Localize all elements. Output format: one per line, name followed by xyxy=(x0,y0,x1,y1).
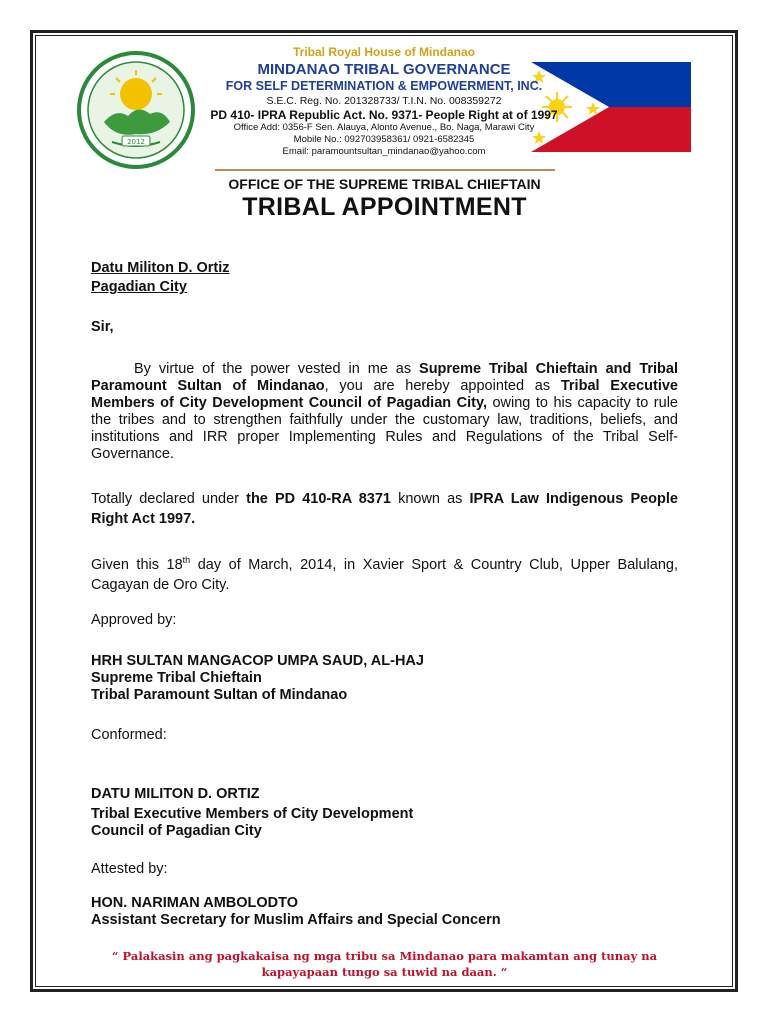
header-divider xyxy=(215,169,555,171)
para1-bold-2: Tribal Executive Members of City Development Council of Pagadian City, xyxy=(91,378,678,411)
para3-sup: th xyxy=(182,555,191,565)
header-top-line: Tribal Royal House of Mindanao xyxy=(292,45,476,59)
header-mobile: Mobile No.: 092703958361/ 0921-6582345 xyxy=(293,134,475,145)
header-office-add: Office Add: 0356-F Sen. Alauya, Alonto Avenue., Bo. Naga, Marawi City xyxy=(233,122,535,133)
document-title: TRIBAL APPOINTMENT xyxy=(242,193,527,221)
para1-text-3: owing to his capacity to rule the tribes and to strengthen faithfully under the customary law, traditions, beliefs, and institutions and IRR proper Implementing Rules and Regulations of the Tribal Self-Governance. xyxy=(91,395,678,462)
conformed-title-2: Council of Pagadian City xyxy=(91,823,262,839)
para3-text-2: day of March, 2014, in Xavier Sport & Country Club, Upper Balulang, Cagayan de Oro City. xyxy=(91,556,678,593)
para1-bold-1: Supreme Tribal Chieftain and Tribal Paramount Sultan of Mindanao xyxy=(91,361,678,394)
approved-name: HRH SULTAN MANGACOP UMPA SAUD, AL-HAJ xyxy=(91,653,424,669)
salutation: Sir, xyxy=(91,319,114,335)
header-sec-line: S.E.C. Reg. No. 201328733/ T.I.N. No. 008359272 xyxy=(266,95,502,107)
header-org-name: MINDANAO TRIBAL GOVERNANCE xyxy=(257,61,511,78)
para2-bold-2: IPRA Law Indigenous People Right Act 1997. xyxy=(91,491,678,527)
header-pd-line: PD 410- IPRA Republic Act. No. 9371- People Right at of 1997 xyxy=(210,108,558,122)
para2-text-1: Totally declared under xyxy=(91,491,247,507)
approved-label: Approved by: xyxy=(91,612,177,628)
given-paragraph xyxy=(91,550,678,595)
header-org-sub: FOR SELF DETERMINATION & EMPOWERMENT, INC. xyxy=(225,79,543,93)
para1-text-2: , you are hereby appointed as xyxy=(324,378,561,394)
header-email: Email: paramountsultan_mindanao@yahoo.com xyxy=(282,146,486,157)
para2-text-2: known as xyxy=(390,491,470,507)
seal-year: 2012 xyxy=(127,138,145,146)
office-title: OFFICE OF THE SUPREME TRIBAL CHIEFTAIN xyxy=(228,176,541,192)
attested-label: Attested by: xyxy=(91,861,168,877)
conformed-name: DATU MILITON D. ORTIZ xyxy=(91,786,260,802)
para1-text-1: By virtue of the power vested in me as xyxy=(134,361,420,377)
attested-name: HON. NARIMAN AMBOLODTO xyxy=(91,895,299,911)
approved-title-1: Supreme Tribal Chieftain xyxy=(91,670,262,686)
addressee-name: Datu Militon D. Ortiz xyxy=(91,260,230,276)
motto: “ Palakasin ang pagkakaisa ng mga tribu sa Mindanao para makamtan ang tunay na kapayapaan tungo sa tuwid na daan. “ xyxy=(111,949,658,979)
conformed-title-1: Tribal Executive Members of City Development xyxy=(91,806,414,822)
para3-text-1: Given this 18 xyxy=(91,556,183,573)
appointment-paragraph xyxy=(91,361,678,463)
approved-title-2: Tribal Paramount Sultan of Mindanao xyxy=(91,687,348,703)
attested-title-1: Assistant Secretary for Muslim Affairs and Special Concern xyxy=(91,912,501,928)
addressee-city: Pagadian City xyxy=(91,279,187,295)
conformed-label: Conformed: xyxy=(91,727,167,743)
para2-bold-1: the PD 410-RA 8371 xyxy=(246,491,391,507)
declaration-paragraph xyxy=(91,489,678,529)
